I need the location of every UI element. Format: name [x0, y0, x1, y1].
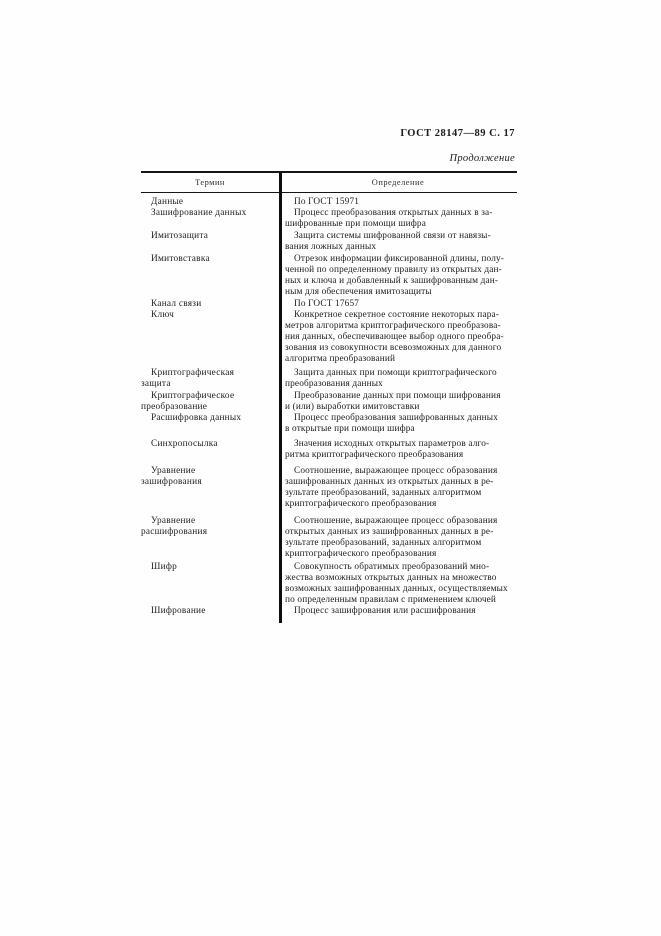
definition-cell	[279, 310, 517, 365]
term-cell	[141, 254, 279, 265]
definition-line: Значения исходных открытых параметров алго-	[294, 439, 490, 449]
definition-line: криптографического преобразования	[285, 499, 437, 509]
term-line: Шифр	[151, 562, 178, 572]
term-cell	[141, 299, 279, 310]
definition-line: Соотношение, выражающее процесс образования	[294, 516, 498, 526]
term-cell	[141, 606, 279, 617]
term-cell	[141, 197, 279, 208]
definition-line: в открытые при помощи шифра	[285, 424, 415, 434]
definition-cell	[279, 299, 517, 310]
definition-line: Защита данных при помощи криптографического	[294, 368, 497, 378]
term-cell	[141, 391, 279, 413]
definition-line: метров алгоритма криптографического преобразова-	[285, 321, 501, 331]
term-column-header: Термин	[195, 178, 225, 187]
table-row	[141, 562, 517, 606]
column-divider-line	[279, 173, 282, 623]
definition-line: Соотношение, выражающее процесс образования	[294, 466, 498, 476]
definition-line: зования из совокупности всевозможных для данного	[285, 343, 502, 353]
definition-cell	[279, 466, 517, 510]
table-header-row	[141, 173, 517, 193]
definition-line: зультате преобразований, заданных алгоритмом	[285, 538, 482, 548]
definition-line: криптографического преобразования	[285, 549, 437, 559]
term-cell	[141, 413, 279, 424]
definition-cell	[279, 413, 517, 435]
term-line: Уравнение	[151, 466, 196, 476]
term-cell	[141, 368, 279, 390]
table-row	[141, 310, 517, 365]
definition-cell	[279, 391, 517, 413]
definition-line: открытых данных из зашифрованных данных в ре-	[285, 527, 494, 537]
term-cell	[141, 562, 279, 573]
table-row	[141, 606, 517, 617]
definition-cell	[279, 368, 517, 390]
definition-line: и (или) выработки имитовставки	[285, 402, 420, 412]
definition-cell	[279, 439, 517, 461]
table-row	[141, 391, 517, 413]
term-line: Зашифрование данных	[151, 208, 247, 218]
term-cell	[141, 231, 279, 242]
term-line: Шифрование	[151, 606, 206, 616]
term-line: преобразование	[141, 402, 208, 412]
definition-line: шифрованные при помощи шифра	[285, 219, 426, 229]
definition-line: Конкретное секретное состояние некоторых пара-	[294, 310, 500, 320]
term-line: защита	[141, 379, 171, 389]
definition-line: Процесс преобразования зашифрованных данных	[294, 413, 499, 423]
definition-cell	[279, 231, 517, 253]
definition-line: преобразования данных	[285, 379, 383, 389]
definition-cell	[279, 606, 517, 617]
table-row	[141, 254, 517, 298]
definition-line: По ГОСТ 17657	[294, 299, 360, 309]
term-line: зашифрования	[141, 477, 202, 487]
definition-line: ритма криптографического преобразования	[285, 450, 464, 460]
definition-line: Процесс преобразования открытых данных в за-	[294, 208, 493, 218]
definition-line: алгоритма преобразований	[285, 354, 396, 364]
definition-line: возможных зашифрованных данных, осуществляемых	[285, 584, 508, 594]
table-row	[141, 231, 517, 253]
term-line: Уравнение	[151, 516, 196, 526]
definition-line: ченной по определенному правилу из открытых дан-	[285, 265, 502, 275]
table-row	[141, 439, 517, 461]
term-line: Имитозащита	[151, 231, 209, 241]
definition-line: по определенным правилам с применением ключей	[285, 595, 497, 605]
definition-cell	[279, 516, 517, 560]
table-row	[141, 299, 517, 310]
table-body	[141, 193, 517, 623]
term-cell	[141, 310, 279, 321]
definition-cell	[279, 254, 517, 298]
definition-line: зашифрованных данных из открытых данных в ре-	[285, 477, 494, 487]
definition-cell	[279, 562, 517, 606]
table-row	[141, 208, 517, 230]
table-row	[141, 197, 517, 208]
definition-line: ных и ключа и добавленный к зашифрованным дан-	[285, 276, 499, 286]
definition-line: вания ложных данных	[285, 242, 377, 252]
term-line: расшифрования	[141, 527, 208, 537]
term-cell	[141, 439, 279, 450]
term-line: Синхропосылка	[151, 439, 218, 449]
term-line: Имитовставка	[151, 254, 210, 264]
term-line: Расшифровка данных	[151, 413, 242, 423]
term-cell	[141, 208, 279, 219]
doc-reference: ГОСТ 28147—89 С. 17	[400, 128, 515, 139]
term-cell	[141, 516, 279, 538]
term-line: Ключ	[151, 310, 175, 320]
table-row	[141, 466, 517, 510]
definition-line: Процесс зашифрования или расшифрования	[294, 606, 476, 616]
definition-line: Преобразование данных при помощи шифрования	[294, 391, 501, 401]
definition-cell	[279, 197, 517, 208]
term-line: Криптографическая	[151, 368, 235, 378]
terms-table	[141, 171, 517, 623]
definition-line: Отрезок информации фиксированной длины, полу-	[294, 254, 505, 264]
table-row	[141, 516, 517, 560]
definition-line: жества возможных открытых данных на множество	[285, 573, 497, 583]
definition-line: зультате преобразований, заданных алгоритмом	[285, 488, 482, 498]
definition-line: ным для обеспечения имитозащиты	[285, 287, 432, 297]
table-row	[141, 368, 517, 390]
definition-line: Защита системы шифрованной связи от навязы-	[294, 231, 491, 241]
term-cell	[141, 466, 279, 488]
definition-line: ния данных, обеспечивающее выбор одного преобра-	[285, 332, 504, 342]
table-row	[141, 413, 517, 435]
term-line: Данные	[151, 197, 184, 207]
definition-line: Совокупность обратимых преобразований мно-	[294, 562, 490, 572]
term-line: Канал связи	[151, 299, 202, 309]
definition-cell	[279, 208, 517, 230]
definition-column-header: Определение	[371, 178, 425, 187]
term-line: Криптографическое	[151, 391, 235, 401]
definition-line: По ГОСТ 15971	[294, 197, 360, 207]
continuation-label: Продолжение	[449, 153, 515, 164]
